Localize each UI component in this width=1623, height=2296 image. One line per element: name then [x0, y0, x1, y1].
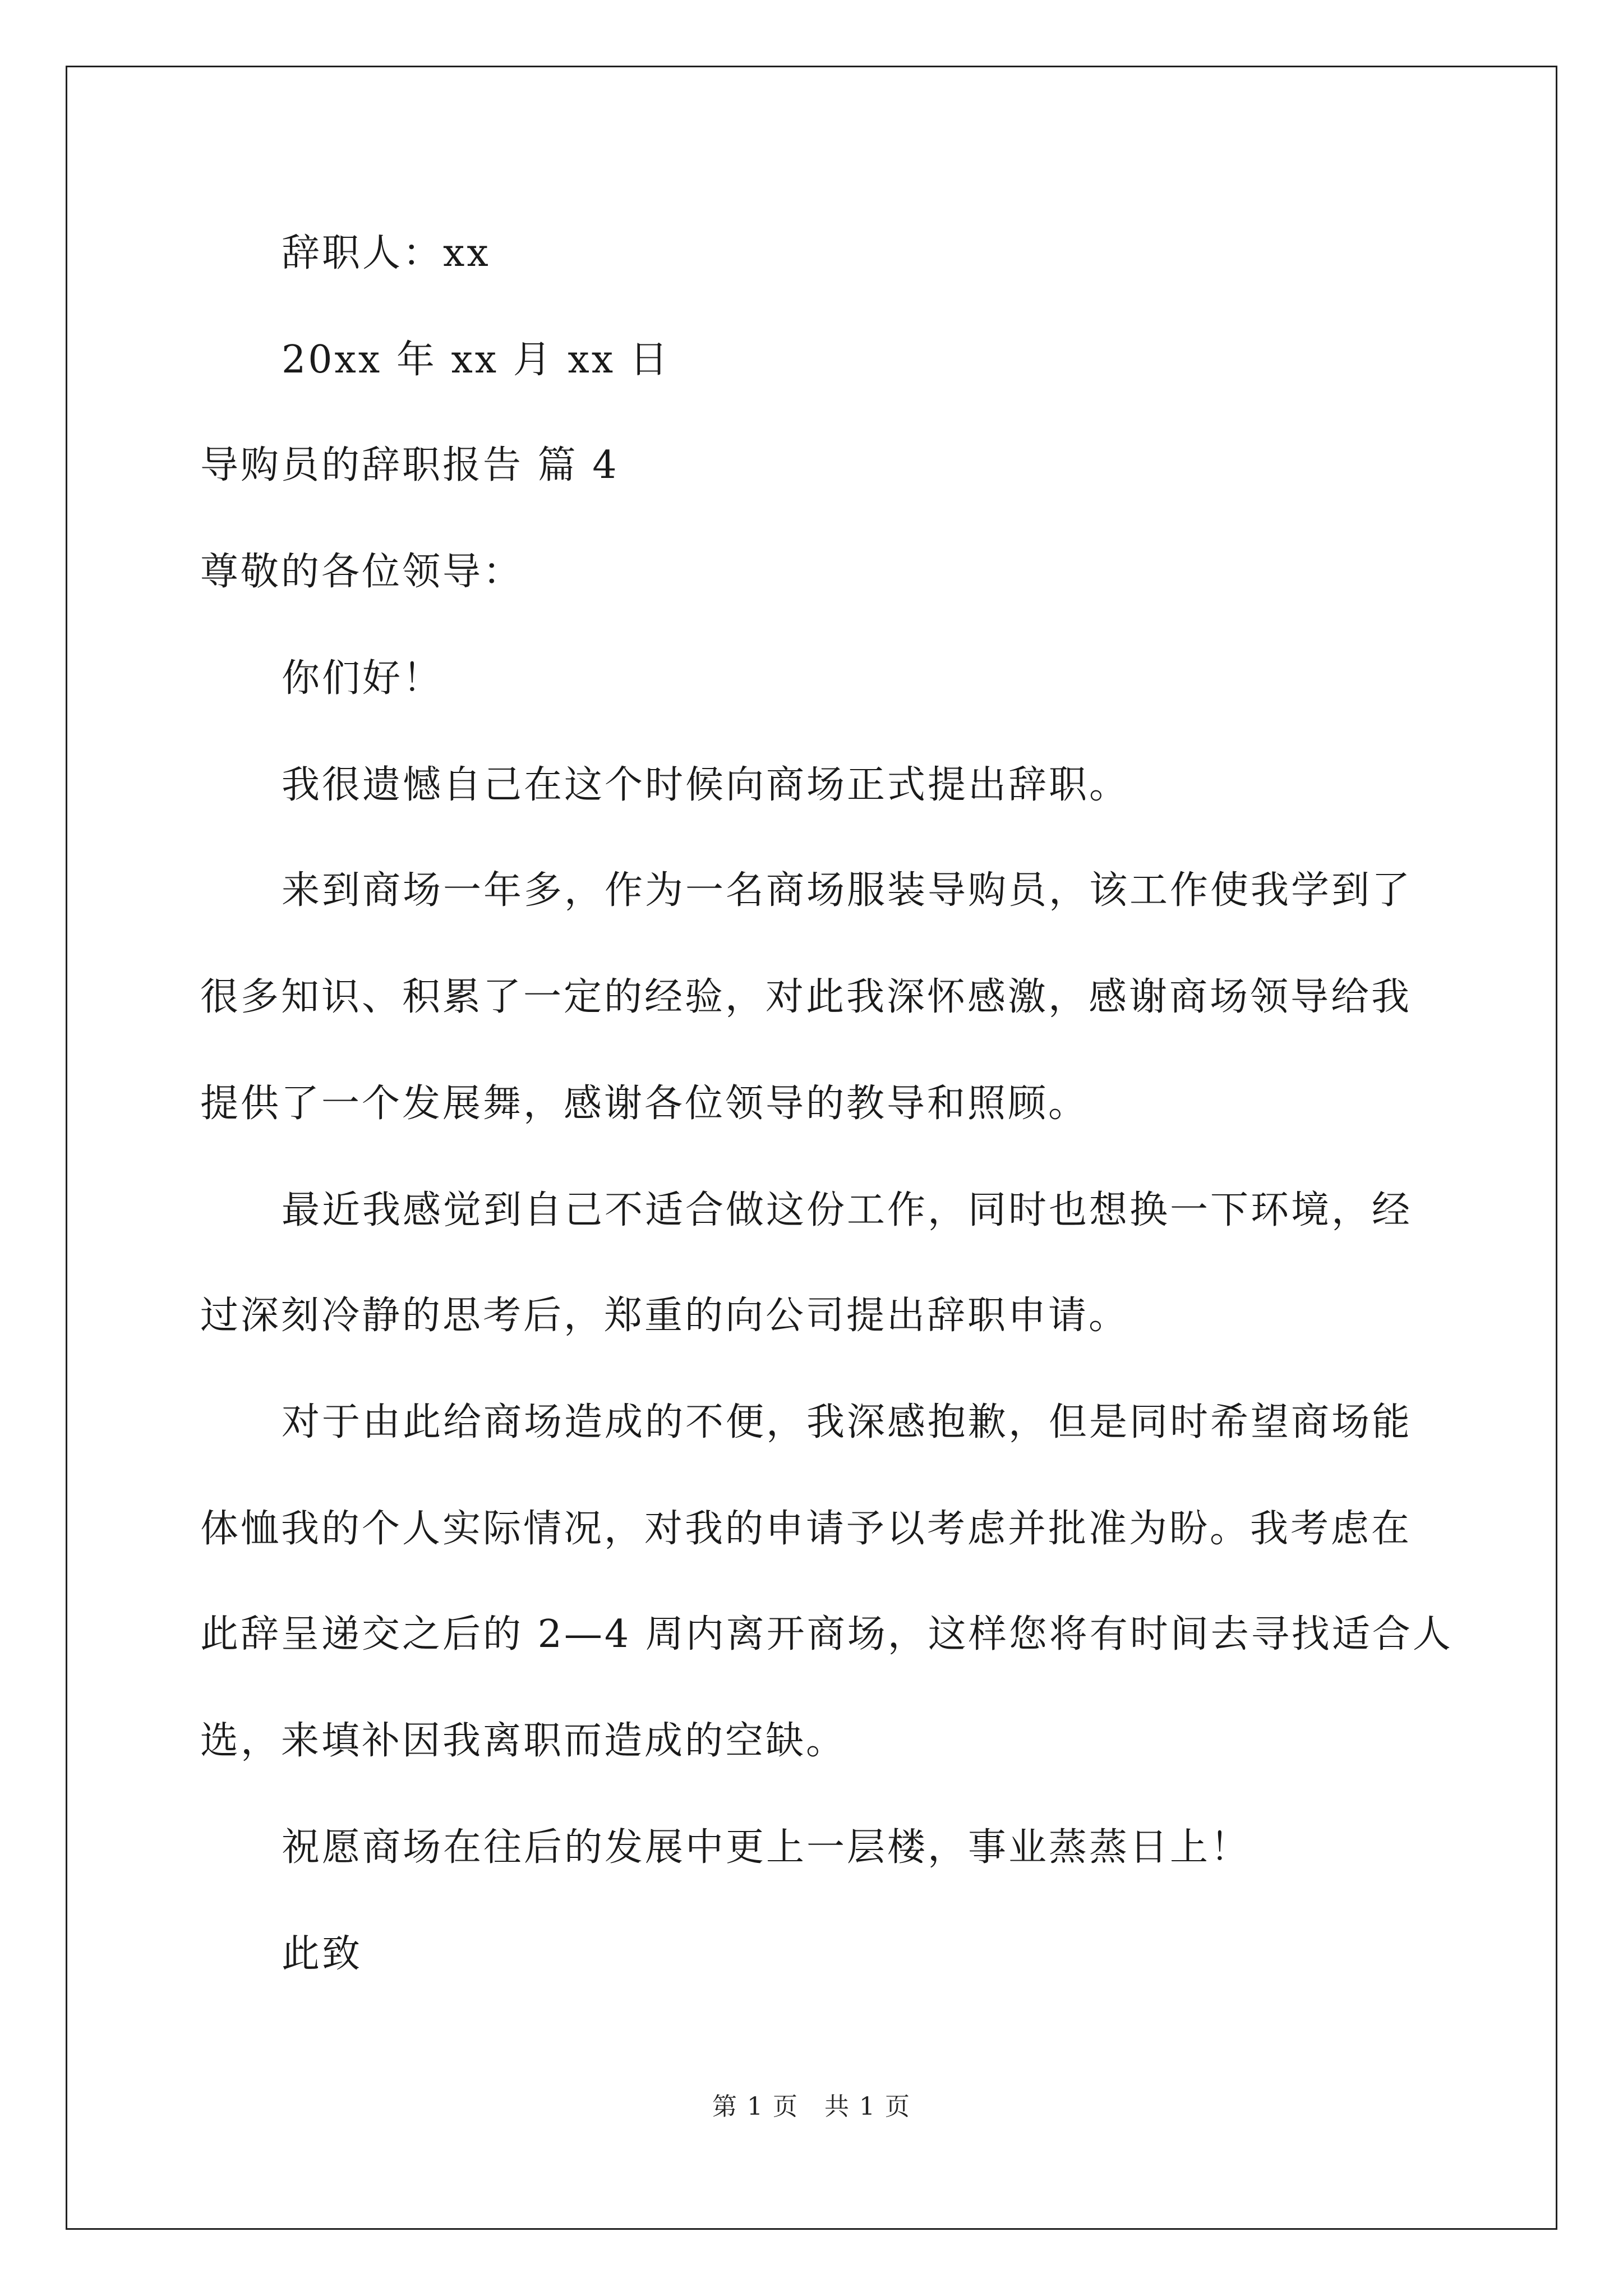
date-line: 20xx 年 xx 月 xx 日	[282, 338, 670, 382]
page-border	[66, 66, 1557, 2230]
salutation: 尊敬的各位领导：	[200, 550, 524, 594]
greeting: 你们好！	[282, 656, 444, 701]
body-line: 对于由此给商场造成的不便，我深感抱歉，但是同时希望商场能	[282, 1400, 1413, 1444]
body-line: 选，来填补因我离职而造成的空缺。	[200, 1719, 847, 1763]
body-line: 我很遗憾自己在这个时候向商场正式提出辞职。	[282, 763, 1130, 807]
signature-line: 辞职人：xx	[282, 231, 491, 275]
body-line: 祝愿商场在往后的发展中更上一层楼，事业蒸蒸日上！	[282, 1825, 1251, 1870]
section-title: 导购员的辞职报告 篇 4	[200, 443, 619, 487]
body-line: 最近我感觉到自己不适合做这份工作，同时也想换一下环境，经	[282, 1188, 1413, 1232]
body-line: 此辞呈递交之后的 2—4 周内离开商场，这样您将有时间去寻找适合人	[200, 1612, 1453, 1657]
body-line: 过深刻冷静的思考后，郑重的向公司提出辞职申请。	[200, 1294, 1129, 1338]
body-line: 提供了一个发展舞，感谢各位领导的教导和照顾。	[200, 1082, 1089, 1126]
body-line: 体恤我的个人实际情况，对我的申请予以考虑并批准为盼。我考虑在	[200, 1507, 1412, 1551]
body-line: 很多知识、积累了一定的经验，对此我深怀感激，感谢商场领导给我	[200, 975, 1412, 1019]
closing-line: 此致	[282, 1932, 363, 1976]
page-number-footer: 第 1 页 共 1 页	[712, 2092, 911, 2121]
body-line: 来到商场一年多，作为一名商场服装导购员，该工作使我学到了	[282, 868, 1413, 913]
